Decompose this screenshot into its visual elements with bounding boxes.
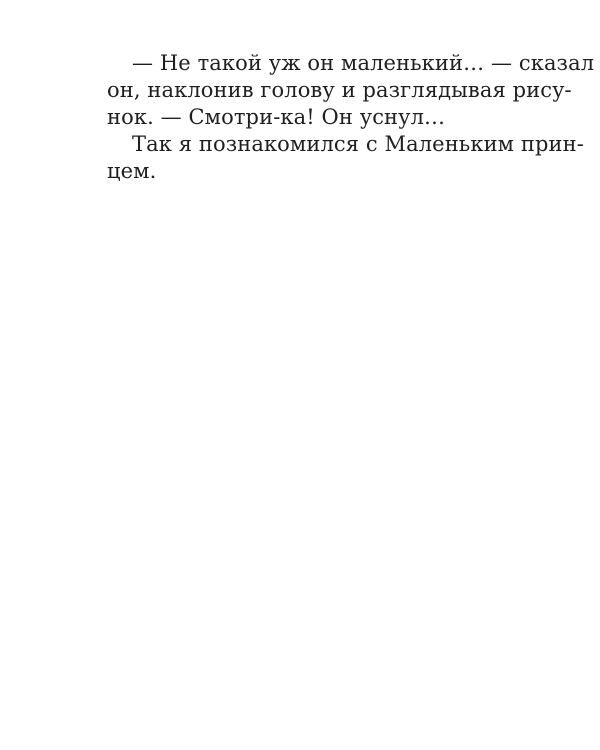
paragraph-line: он, наклонив голову и разглядывая рису- <box>107 78 572 102</box>
paragraph-line: цем. <box>107 159 157 183</box>
paragraph <box>107 131 584 185</box>
paragraph <box>107 50 595 131</box>
paragraph-line: — Не такой уж он маленький… — сказал <box>132 51 595 75</box>
text-body <box>107 50 595 185</box>
paragraph-line: нок. — Смотри-ка! Он уснул… <box>107 105 446 129</box>
paragraph-line: Так я познакомился с Маленьким прин- <box>132 132 584 156</box>
